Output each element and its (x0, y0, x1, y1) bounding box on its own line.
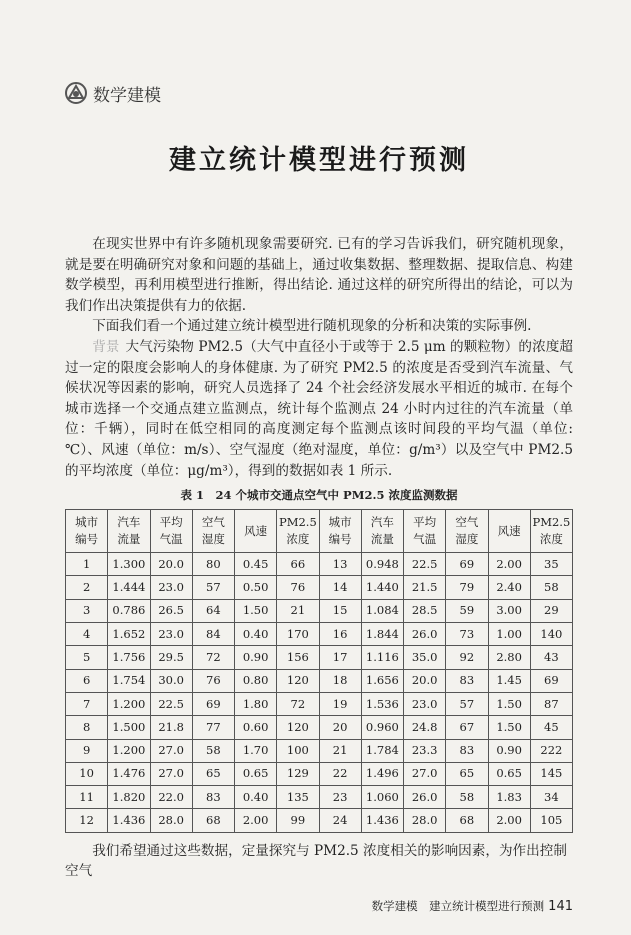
table-cell: 1.496 (361, 762, 403, 785)
table-cell: 11 (66, 786, 108, 809)
column-header-line: 浓度 (539, 532, 563, 547)
table-cell: 1.45 (488, 669, 530, 692)
table-cell: 1.50 (488, 692, 530, 715)
table-cell: 7 (66, 692, 108, 715)
table-cell: 43 (530, 646, 572, 669)
column-header (150, 510, 192, 553)
table-cell: 1.200 (108, 739, 150, 762)
table-cell: 23.0 (150, 623, 192, 646)
table-cell: 23 (319, 786, 361, 809)
table-cell: 2 (66, 576, 108, 599)
table-cell: 26.0 (404, 786, 446, 809)
column-header-line: 空气 (201, 515, 225, 530)
table-cell: 15 (319, 599, 361, 622)
table-cell: 1.300 (108, 553, 150, 576)
table-cell: 77 (192, 716, 234, 739)
page-title: 建立统计模型进行预测 (169, 145, 469, 176)
table-cell: 72 (277, 692, 319, 715)
table-row (66, 669, 573, 692)
column-header-line: 城市 (75, 515, 99, 530)
table-row (66, 716, 573, 739)
table-row (66, 692, 573, 715)
table-cell: 0.90 (235, 646, 277, 669)
table-cell: 5 (66, 646, 108, 669)
column-header (361, 510, 403, 553)
table-cell: 1.536 (361, 692, 403, 715)
table-cell: 0.786 (108, 599, 150, 622)
table-cell: 58 (530, 576, 572, 599)
table-cell: 12 (66, 809, 108, 832)
column-header-line: 编号 (75, 532, 99, 547)
table-cell: 57 (192, 576, 234, 599)
table-cell: 28.0 (404, 809, 446, 832)
column-header (488, 510, 530, 553)
table-cell: 1.50 (235, 599, 277, 622)
math-modeling-logo-icon (65, 82, 87, 104)
table-cell: 27.0 (150, 739, 192, 762)
table-cell: 8 (66, 716, 108, 739)
table-cell: 73 (446, 623, 488, 646)
column-header (235, 510, 277, 553)
table-cell: 1.652 (108, 623, 150, 646)
table-cell: 1.00 (488, 623, 530, 646)
table-cell: 145 (530, 762, 572, 785)
table-cell: 1.70 (235, 739, 277, 762)
table-cell: 135 (277, 786, 319, 809)
column-header (66, 510, 108, 553)
column-header-line: 风速 (244, 523, 268, 538)
column-header-line: 城市 (328, 515, 352, 530)
table-cell: 69 (192, 692, 234, 715)
table-cell: 0.40 (235, 623, 277, 646)
column-header (108, 510, 150, 553)
table-row (66, 786, 573, 809)
table-cell: 80 (192, 553, 234, 576)
table-cell: 100 (277, 739, 319, 762)
table-cell: 1.820 (108, 786, 150, 809)
table-cell: 120 (277, 669, 319, 692)
table-cell: 13 (319, 553, 361, 576)
column-header (192, 510, 234, 553)
table-header-row (66, 510, 573, 553)
column-header-line: 空气 (455, 515, 479, 530)
table-cell: 222 (530, 739, 572, 762)
table-cell: 1.754 (108, 669, 150, 692)
table-cell: 2.00 (488, 553, 530, 576)
table-cell: 1.83 (488, 786, 530, 809)
table-cell: 2.00 (488, 809, 530, 832)
table-cell: 4 (66, 623, 108, 646)
table-cell: 23.3 (404, 739, 446, 762)
column-header (446, 510, 488, 553)
table-cell: 72 (192, 646, 234, 669)
table-cell: 58 (192, 739, 234, 762)
table-cell: 3 (66, 599, 108, 622)
table-cell: 1.436 (361, 809, 403, 832)
table-cell: 27.0 (150, 762, 192, 785)
table-cell: 21 (277, 599, 319, 622)
table-cell: 68 (446, 809, 488, 832)
table-row (66, 762, 573, 785)
table-cell: 1.656 (361, 669, 403, 692)
table-cell: 45 (530, 716, 572, 739)
table-cell: 28.0 (150, 809, 192, 832)
column-header-line: PM2.5 (278, 515, 317, 530)
table-cell: 87 (530, 692, 572, 715)
background-text: 大气污染物 PM2.5（大气中直径小于或等于 2.5 μm 的颗粒物）的浓度超过一定的限度会影响人的身体健康. 为了研究 PM2.5 的浓度是否受到汽车流量、气候状况等因素的影响，研究人员选择了 24 个社会经济发展水平相近的城市. 在每个城市选择一个交通点建立监测点，统计每个监测点 24 小时内过往的汽车流量（单位：千辆），同时在低空相同的高度测定每个监测点该时间段的平均气温（单位:℃）、风速（单位：m/s）、空气湿度（绝对湿度，单位：g/m³）以及空气中 PM2.5 的平均浓度（单位：μg/m³），得到的数据如表 1 所示. (65, 338, 574, 479)
table-cell: 22.5 (150, 692, 192, 715)
table-cell: 30.0 (150, 669, 192, 692)
table-cell: 99 (277, 809, 319, 832)
table-cell: 29 (530, 599, 572, 622)
column-header-line: 平均 (413, 515, 437, 530)
table-cell: 1.756 (108, 646, 150, 669)
table-cell: 1.440 (361, 576, 403, 599)
table-cell: 28.5 (404, 599, 446, 622)
table-cell: 2.80 (488, 646, 530, 669)
table-cell: 20 (319, 716, 361, 739)
table-cell: 22.5 (404, 553, 446, 576)
table-cell: 2.00 (235, 809, 277, 832)
column-header-line: 平均 (159, 515, 183, 530)
table-cell: 65 (446, 762, 488, 785)
paragraph: 下面我们看一个通过建立统计模型进行随机现象的分析和决策的实际事例. (92, 318, 532, 335)
table-cell: 23.0 (404, 692, 446, 715)
table-cell: 22 (319, 762, 361, 785)
table-cell: 1.500 (108, 716, 150, 739)
table-cell: 24 (319, 809, 361, 832)
table-cell: 0.40 (235, 786, 277, 809)
table-cell: 21 (319, 739, 361, 762)
table-cell: 34 (530, 786, 572, 809)
table-cell: 69 (530, 669, 572, 692)
table-cell: 1 (66, 553, 108, 576)
table-cell: 1.50 (488, 716, 530, 739)
column-header-line: 浓度 (286, 532, 310, 547)
table-cell: 27.0 (404, 762, 446, 785)
table-cell: 65 (192, 762, 234, 785)
table-cell: 79 (446, 576, 488, 599)
background-paragraph (65, 337, 573, 481)
body-text (65, 234, 573, 481)
table-cell: 0.60 (235, 716, 277, 739)
table-cell: 1.116 (361, 646, 403, 669)
table-cell: 18 (319, 669, 361, 692)
table-cell: 83 (192, 786, 234, 809)
table-cell: 1.844 (361, 623, 403, 646)
column-header (319, 510, 361, 553)
table-cell: 1.784 (361, 739, 403, 762)
table-cell: 170 (277, 623, 319, 646)
table-cell: 1.476 (108, 762, 150, 785)
table-cell: 120 (277, 716, 319, 739)
table-cell: 83 (446, 669, 488, 692)
table-cell: 1.060 (361, 786, 403, 809)
column-header-line: 气温 (413, 532, 437, 547)
pm25-data-table (65, 509, 573, 833)
column-header-line: 气温 (159, 532, 183, 547)
table-cell: 9 (66, 739, 108, 762)
table-cell: 35.0 (404, 646, 446, 669)
table-caption: 表 1 24 个城市交通点空气中 PM2.5 浓度监测数据 (180, 488, 458, 503)
column-header-line: 流量 (370, 532, 394, 547)
column-header-line: 湿度 (201, 532, 225, 547)
column-header (277, 510, 319, 553)
table-cell: 14 (319, 576, 361, 599)
table-row (66, 576, 573, 599)
table-cell: 83 (446, 739, 488, 762)
background-label: 背景 (92, 338, 120, 355)
table-cell: 21.8 (150, 716, 192, 739)
table-cell: 64 (192, 599, 234, 622)
table-cell: 16 (319, 623, 361, 646)
table-cell: 92 (446, 646, 488, 669)
table-cell: 0.80 (235, 669, 277, 692)
table-row (66, 599, 573, 622)
table-cell: 58 (446, 786, 488, 809)
section-header (65, 80, 573, 106)
table-cell: 24.8 (404, 716, 446, 739)
table-cell: 6 (66, 669, 108, 692)
table-row (66, 623, 573, 646)
table-cell: 1.444 (108, 576, 150, 599)
column-header (404, 510, 446, 553)
table-cell: 35 (530, 553, 572, 576)
table-cell: 19 (319, 692, 361, 715)
table-cell: 3.00 (488, 599, 530, 622)
table-cell: 84 (192, 623, 234, 646)
table-cell: 21.5 (404, 576, 446, 599)
column-header-line: 汽车 (117, 515, 141, 530)
table-cell: 57 (446, 692, 488, 715)
table-cell: 0.65 (235, 762, 277, 785)
table-cell: 23.0 (150, 576, 192, 599)
table-cell: 22.0 (150, 786, 192, 809)
column-header-line: 编号 (328, 532, 352, 547)
section-label: 数学建模 (93, 85, 161, 106)
table-cell: 67 (446, 716, 488, 739)
table-cell: 0.90 (488, 739, 530, 762)
table-cell: 1.80 (235, 692, 277, 715)
table-cell: 69 (446, 553, 488, 576)
closing-paragraph: 我们希望通过这些数据，定量探究与 PM2.5 浓度相关的影响因素，为作出控制空气 (65, 842, 567, 880)
column-header-line: 风速 (497, 523, 521, 538)
table-cell: 20.0 (404, 669, 446, 692)
table-cell: 0.960 (361, 716, 403, 739)
table-row (66, 809, 573, 832)
table-cell: 156 (277, 646, 319, 669)
table-cell: 2.40 (488, 576, 530, 599)
table-cell: 129 (277, 762, 319, 785)
table-cell: 17 (319, 646, 361, 669)
table-cell: 26.0 (404, 623, 446, 646)
table-cell: 59 (446, 599, 488, 622)
column-header (530, 510, 572, 553)
table-cell: 0.50 (235, 576, 277, 599)
table-cell: 1.200 (108, 692, 150, 715)
table-cell: 26.5 (150, 599, 192, 622)
table-cell: 68 (192, 809, 234, 832)
column-header-line: 湿度 (455, 532, 479, 547)
table-row (66, 646, 573, 669)
table-cell: 0.65 (488, 762, 530, 785)
table-cell: 29.5 (150, 646, 192, 669)
page-number: 141 (548, 898, 573, 914)
page-footer (65, 898, 573, 935)
table-row (66, 553, 573, 576)
table-cell: 0.948 (361, 553, 403, 576)
table-cell: 105 (530, 809, 572, 832)
column-header-line: PM2.5 (532, 515, 571, 530)
paragraph: 在现实世界中有许多随机现象需要研究. 已有的学习告诉我们，研究随机现象，就是要在明确研究对象和问题的基础上，通过收集数据、整理数据、提取信息、构建数学模型，再利用模型进行推断，得出结论. 通过这样的研究所得出的结论，可以为我们作出决策提供有力的依据. (65, 236, 573, 314)
table-cell: 20.0 (150, 553, 192, 576)
table-cell: 1.436 (108, 809, 150, 832)
table-cell: 76 (192, 669, 234, 692)
table-row (66, 739, 573, 762)
column-header-line: 汽车 (370, 515, 394, 530)
table-cell: 76 (277, 576, 319, 599)
table-cell: 140 (530, 623, 572, 646)
page (65, 0, 573, 935)
table-cell: 1.084 (361, 599, 403, 622)
table-cell: 66 (277, 553, 319, 576)
table-cell: 10 (66, 762, 108, 785)
table-cell: 0.45 (235, 553, 277, 576)
footer-text: 数学建模 建立统计模型进行预测 (371, 898, 545, 913)
column-header-line: 流量 (117, 532, 141, 547)
